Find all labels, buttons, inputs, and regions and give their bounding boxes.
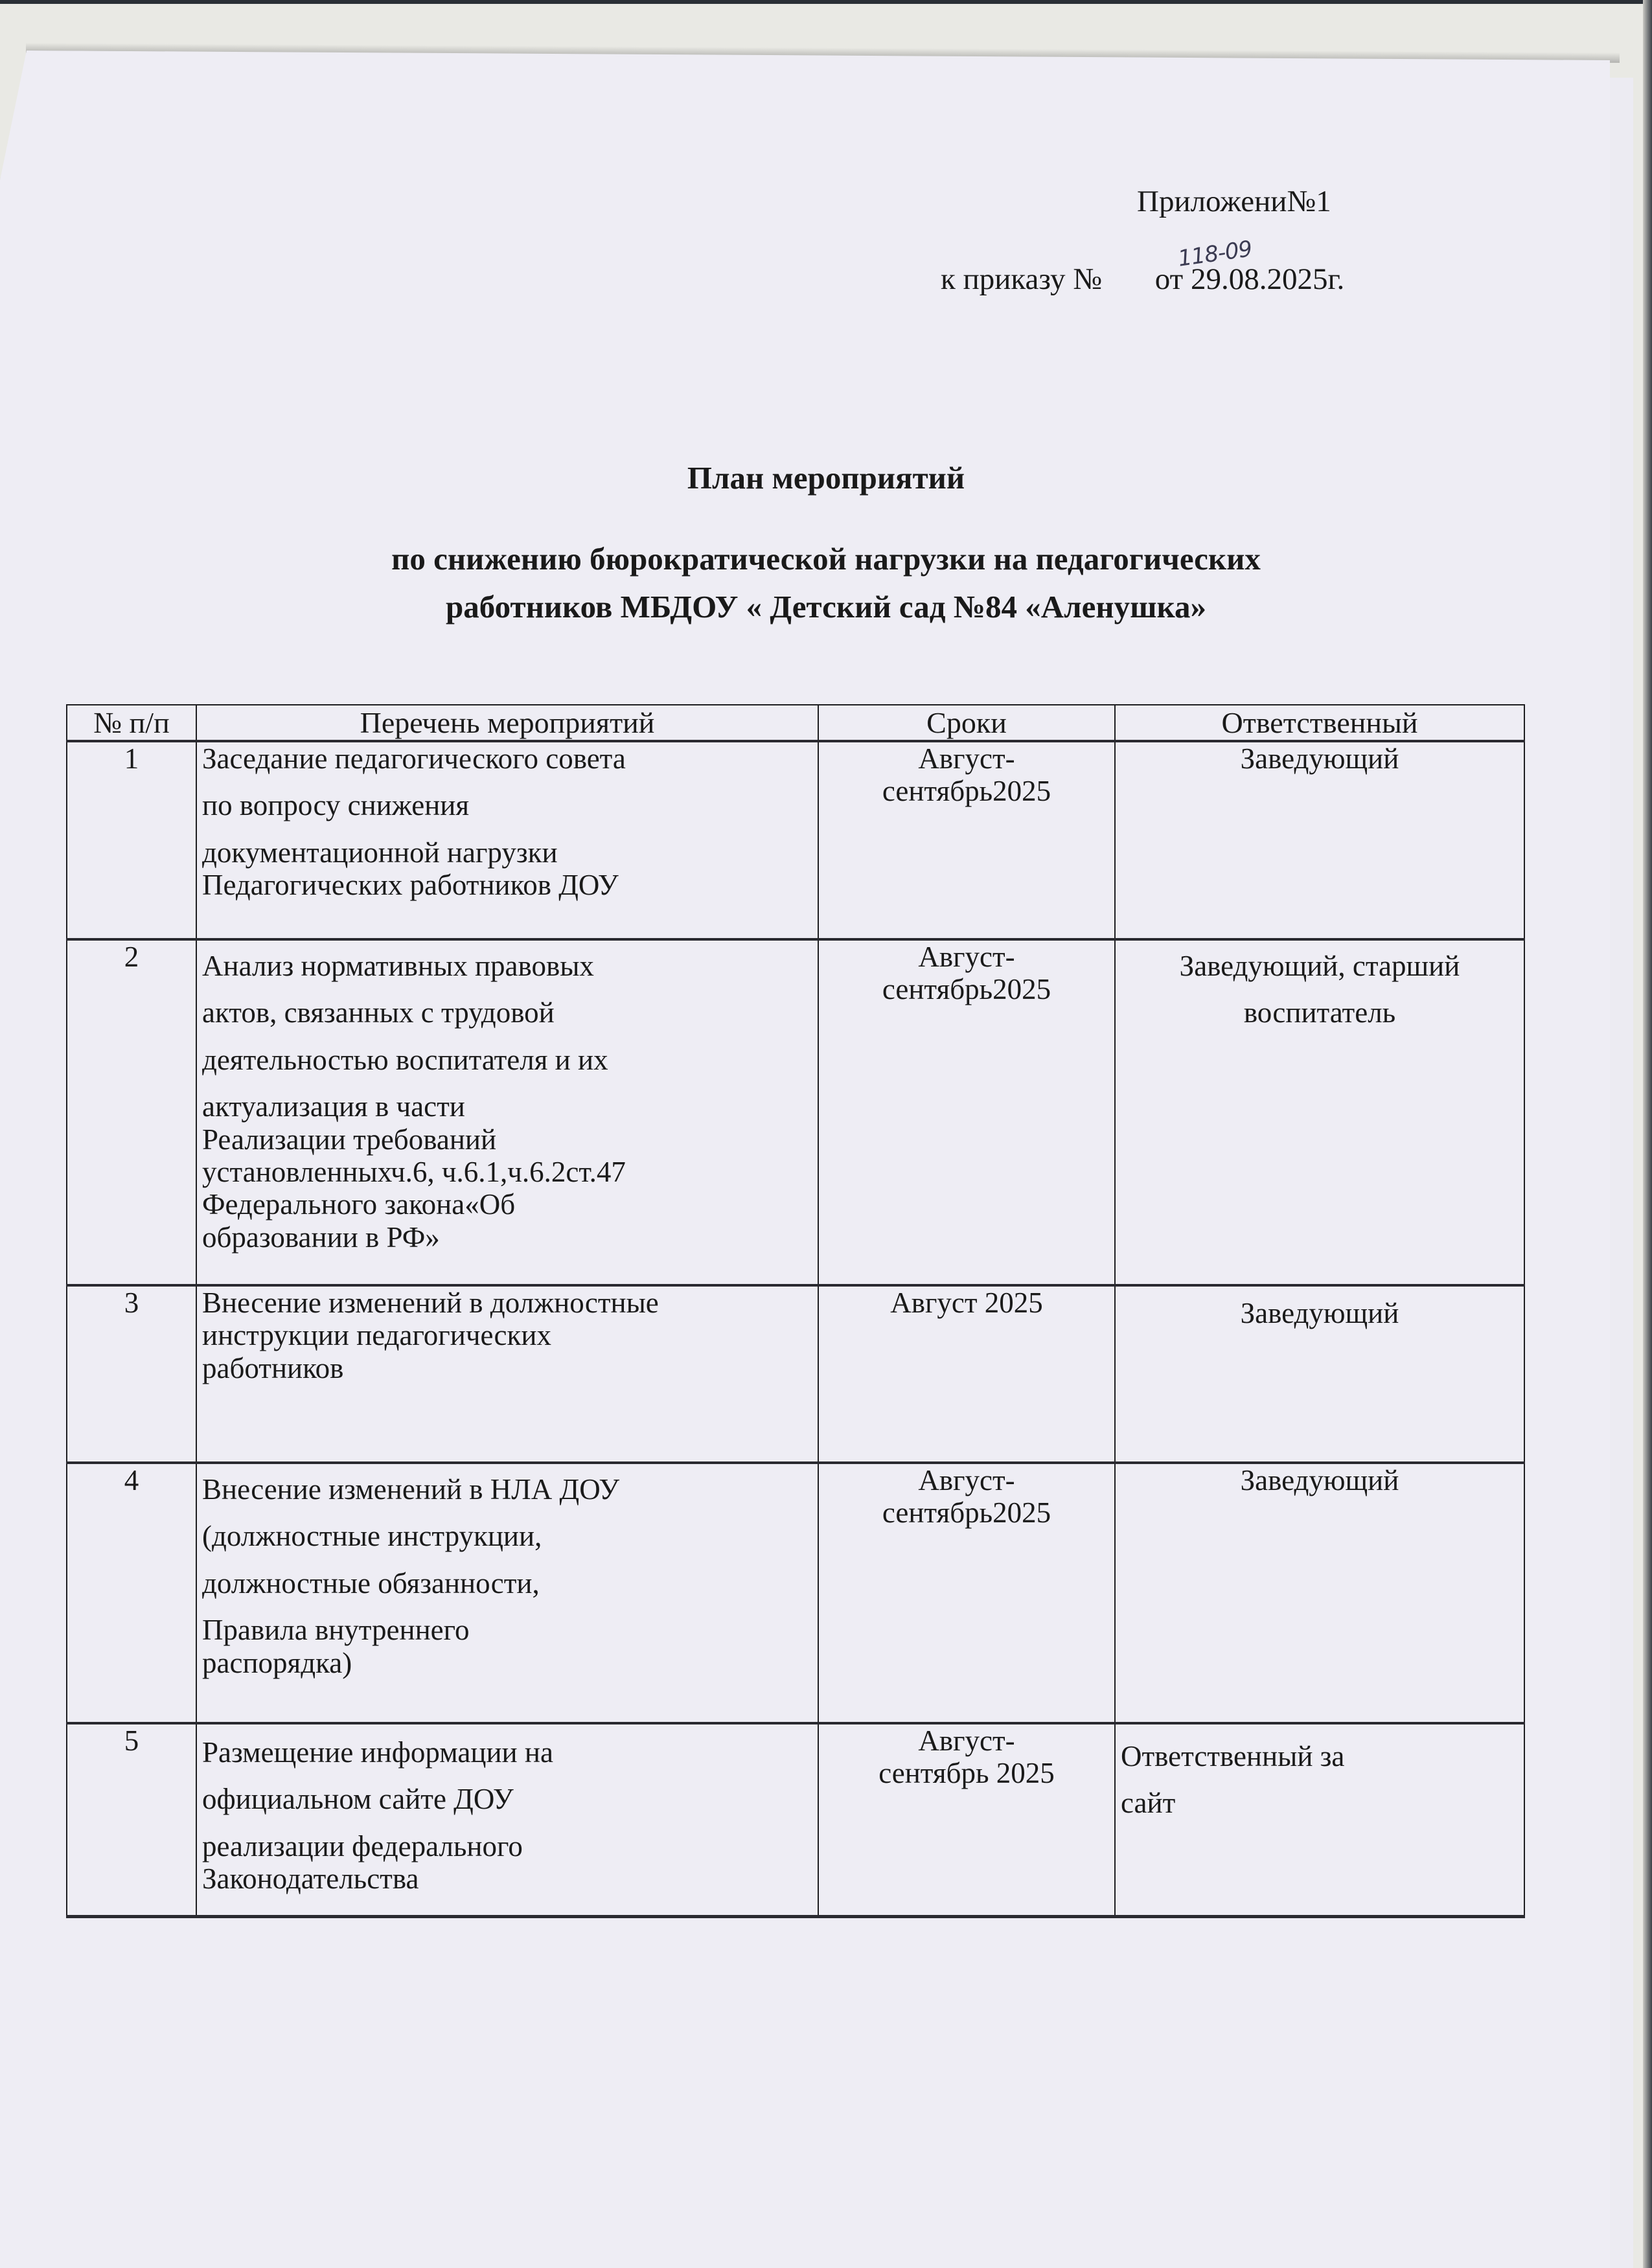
- appendix-label: Приложени№1: [1137, 185, 1331, 218]
- document-title: План мероприятий: [687, 460, 965, 496]
- table-row: [67, 1463, 1524, 1723]
- term-line: сентябрь2025: [882, 1496, 1051, 1529]
- responsible-line: сайт: [1121, 1787, 1176, 1820]
- row-number: 1: [67, 741, 196, 939]
- term-cell: [818, 1723, 1115, 1917]
- activity-line: Педагогических работников ДОУ: [202, 869, 619, 902]
- document-subtitle-line-1: по снижению бюрократической нагрузки на педагогических: [391, 541, 1261, 577]
- activity-line: Размещение информации на: [202, 1736, 553, 1769]
- activity-line: инструкции педагогических: [202, 1319, 551, 1352]
- term-cell: [818, 939, 1115, 1285]
- table-row: [67, 939, 1524, 1285]
- activity-line: Правила внутреннего: [202, 1614, 470, 1647]
- activity-line: образовании в РФ»: [202, 1220, 440, 1254]
- column-header-terms: Сроки: [818, 705, 1115, 741]
- column-header-responsible: Ответственный: [1115, 705, 1524, 741]
- term-cell: [818, 1463, 1115, 1723]
- activity-plan-table: [66, 704, 1525, 1918]
- activity-line: распорядка): [202, 1646, 352, 1679]
- order-reference: [941, 264, 1344, 295]
- responsible-cell: [1115, 741, 1524, 939]
- responsible-line: Заведующий: [1240, 1464, 1399, 1496]
- scanner-edge-right: [1643, 0, 1652, 2268]
- row-number: 5: [67, 1723, 196, 1917]
- table-row: [67, 1723, 1524, 1917]
- activity-line: актов, связанных с трудовой: [202, 996, 555, 1029]
- activity-line: деятельностью воспитателя и их: [202, 1043, 608, 1076]
- responsible-line: Заведующий: [1240, 1297, 1399, 1329]
- activity-cell: [196, 1463, 818, 1723]
- handwritten-order-number: 118-09: [1176, 236, 1254, 272]
- term-line: Август 2025: [890, 1287, 1043, 1319]
- activity-line: Законодательства: [202, 1862, 419, 1896]
- responsible-cell: [1115, 1463, 1524, 1723]
- column-header-activities: Перечень мероприятий: [196, 705, 818, 741]
- term-line: сентябрь 2025: [878, 1757, 1055, 1790]
- activity-line: официальном сайте ДОУ: [202, 1783, 514, 1816]
- activity-line: Анализ нормативных правовых: [202, 950, 594, 982]
- term-line: сентябрь2025: [882, 973, 1051, 1006]
- responsible-line: воспитатель: [1243, 996, 1396, 1029]
- term-line: сентябрь2025: [882, 775, 1051, 808]
- activity-line: документационной нагрузки: [202, 836, 558, 869]
- responsible-line: Заведующий, старший: [1179, 950, 1460, 982]
- order-prefix: к приказу №: [941, 262, 1103, 296]
- responsible-cell: [1115, 1723, 1524, 1917]
- responsible-line: Заведующий: [1240, 742, 1399, 775]
- table-row: [67, 1285, 1524, 1463]
- activity-line: Федерального закона«Об: [202, 1188, 516, 1221]
- activity-line: должностные обязанности,: [202, 1566, 540, 1599]
- order-date: от 29.08.2025г.: [1147, 262, 1345, 296]
- responsible-line: Ответственный за: [1121, 1740, 1345, 1772]
- activity-cell: [196, 939, 818, 1285]
- term-line: Август-: [918, 742, 1015, 775]
- responsible-cell: [1115, 939, 1524, 1285]
- term-line: Август-: [918, 941, 1015, 973]
- activity-line: Реализации требований: [202, 1123, 497, 1156]
- term-cell: [818, 1285, 1115, 1463]
- activity-line: работников: [202, 1351, 344, 1384]
- table-row: [67, 741, 1524, 939]
- row-number: 2: [67, 939, 196, 1285]
- activity-line: (должностные инструкции,: [202, 1520, 542, 1553]
- term-line: Август-: [918, 1724, 1015, 1757]
- activity-line: Внесение изменений в должностные: [202, 1287, 659, 1319]
- term-cell: [818, 741, 1115, 939]
- table-header-row: [67, 705, 1524, 741]
- responsible-cell: [1115, 1285, 1524, 1463]
- column-header-number: № п/п: [67, 705, 196, 741]
- activity-cell: [196, 1285, 818, 1463]
- document-subtitle-line-2: работников МБДОУ « Детский сад №84 «Аленушка»: [446, 589, 1206, 624]
- term-line: Август-: [918, 1464, 1015, 1496]
- row-number: 4: [67, 1463, 196, 1723]
- activity-line: установленныхч.6, ч.6.1,ч.6.2ст.47: [202, 1155, 626, 1188]
- activity-cell: [196, 1723, 818, 1917]
- activity-line: реализации федерального: [202, 1829, 523, 1862]
- activity-line: по вопросу снижения: [202, 789, 470, 822]
- activity-line: Внесение изменений в НЛА ДОУ: [202, 1473, 620, 1506]
- activity-line: актуализация в части: [202, 1090, 465, 1123]
- row-number: 3: [67, 1285, 196, 1463]
- activity-cell: [196, 741, 818, 939]
- scanner-edge-top: [0, 0, 1652, 4]
- activity-line: Заседание педагогического совета: [202, 742, 626, 775]
